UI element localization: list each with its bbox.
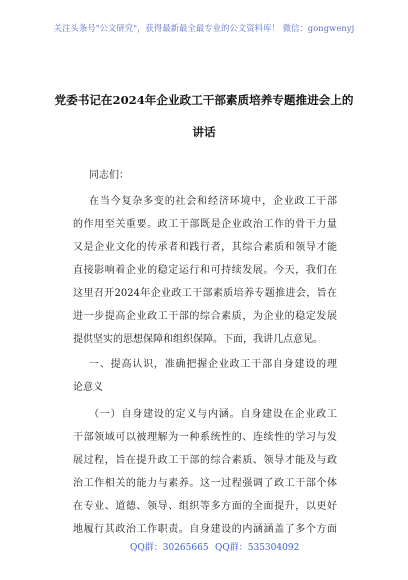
body-line: 提供坚实的思想保障和组织保障。下面，我讲几点意见。: [73, 334, 323, 345]
section-heading: 一、提高认识，准确把握企业政工干部自身建设的理: [89, 359, 337, 370]
header-notice: 关注头条号"公文研究"，获得最新最全最专业的公文资料库！ 微信：gongwenyj: [53, 23, 355, 33]
section-heading-continued: 论意义: [73, 382, 103, 393]
footer-qq-group-2: QQ群：535304092: [215, 543, 300, 553]
body-line: 地履行其政治工作职责。自身建设的内涵涵盖了多个方面: [73, 524, 337, 535]
body-line: 进一步提高企业政工干部的综合素质，为企业的稳定发展: [73, 311, 337, 322]
body-line: 的作用至关重要。政工干部既是企业政治工作的骨干力量: [73, 219, 337, 230]
salutation: 同志们：: [89, 170, 129, 181]
body-line: 又是企业文化的传承者和践行者，其综合素质和领导才能: [73, 242, 337, 253]
body-line: 治工作相关的能力与素养。这一过程强调了政工干部个体: [73, 478, 337, 489]
document-title-continued: 讲话: [192, 125, 216, 139]
footer-qq-group-1: QQ群：30265665: [130, 543, 209, 553]
body-line: 干部领域可以被理解为一种系统性的、连续性的学习与发: [73, 432, 337, 443]
footer: [0, 540, 408, 554]
body-line: 在当今复杂多变的社会和经济环境中，企业政工干部: [89, 196, 337, 207]
body-line: 这里召开2024年企业政工干部素质培养专题推进会，旨在: [73, 288, 337, 299]
body-line: （一）自身建设的定义与内涵。自身建设在企业政工: [89, 409, 337, 420]
document-title: 党委书记在2024年企业政工干部素质培养专题推进会上的: [54, 93, 354, 107]
body-line: 直接影响着企业的稳定运行和可持续发展。今天，我们在: [73, 265, 337, 276]
body-line: 展过程，旨在提升政工干部的综合素质、领导才能及与政: [73, 455, 337, 466]
body-line: 在专业、道德、领导、组织等多方面的全面提升，以更好: [73, 501, 337, 512]
